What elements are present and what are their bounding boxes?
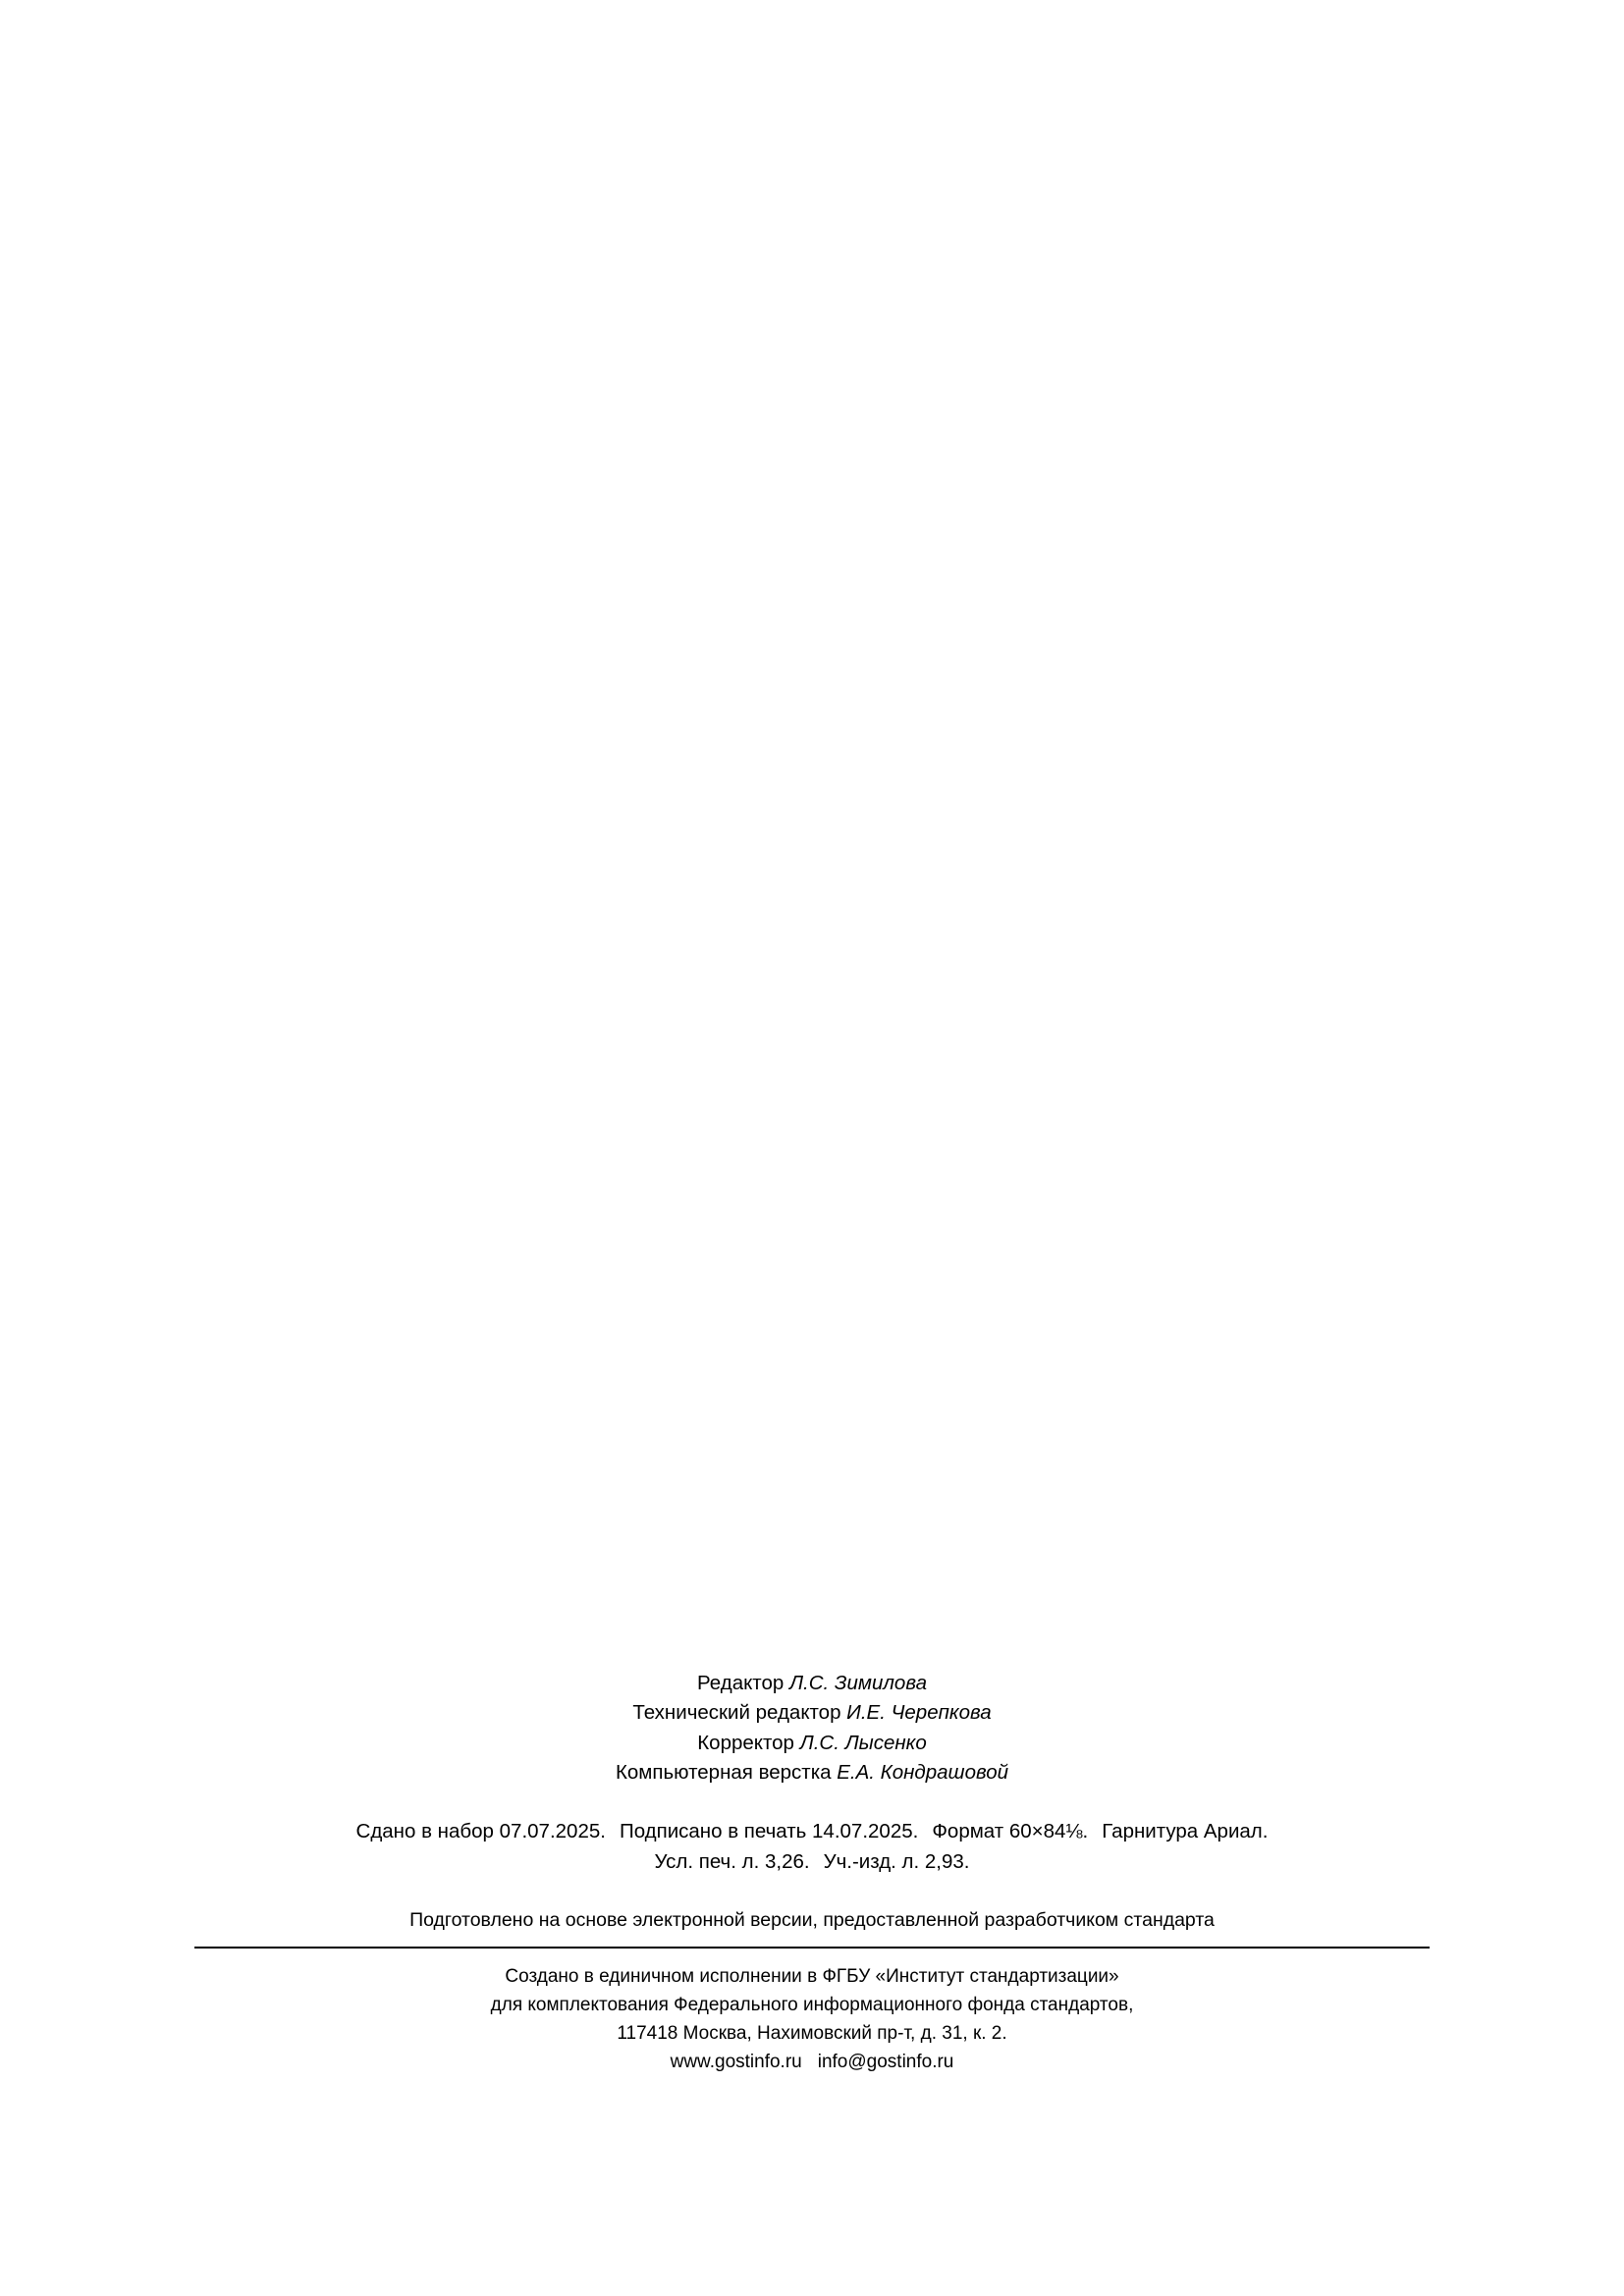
credit-proofreader (0, 1729, 1624, 1758)
credit-technical-editor-name: И.Е. Черепкова (846, 1701, 992, 1725)
horizontal-divider (194, 1947, 1430, 1949)
publisher-address: 117418 Москва, Нахимовский пр-т, д. 31, к. 2. (617, 2022, 1007, 2044)
credit-layout-role: Компьютерная верстка (615, 1760, 838, 1784)
credit-technical-editor-role: Технический редактор (632, 1701, 847, 1725)
publisher-website-link[interactable]: www.gostinfo.ru (670, 2051, 802, 2072)
print-signed-date: Подписано в печать 14.07.2025. (619, 1820, 919, 1843)
print-publisher-sheets: Уч.-изд. л. 2,93. (823, 1849, 970, 1873)
credit-proofreader-name: Л.С. Лысенко (799, 1731, 927, 1754)
prepared-note: Подготовлено на основе электронной версии, предоставленной разработчиком стандарта (409, 1908, 1215, 1931)
publisher-line-1: Создано в единичном исполнении в ФГБУ «Институт стандартизации» (505, 1966, 1119, 1987)
print-info-block (0, 1817, 1624, 1877)
credit-editor (0, 1669, 1624, 1698)
publisher-email-link[interactable]: info@gostinfo.ru (817, 2051, 954, 2072)
print-submitted-date: Сдано в набор 07.07.2025. (355, 1820, 606, 1843)
credit-editor-role: Редактор (697, 1672, 789, 1694)
credits-list (0, 1669, 1624, 1788)
print-info-line-1 (0, 1817, 1624, 1846)
credit-technical-editor (0, 1698, 1624, 1728)
print-conventional-sheets: Усл. печ. л. 3,26. (654, 1849, 810, 1873)
credit-editor-name: Л.С. Зимилова (788, 1672, 927, 1694)
print-format: Формат 60×84⅛. (932, 1820, 1089, 1843)
publisher-line-2: для комплектования Федерального информационного фонда стандартов, (490, 1994, 1134, 2015)
colophon-block (0, 1669, 1624, 1934)
print-typeface: Гарнитура Ариал. (1102, 1820, 1269, 1843)
credit-layout (0, 1758, 1624, 1788)
credit-layout-name: Е.А. Кондрашовой (837, 1760, 1009, 1784)
publisher-contacts (0, 2049, 1624, 2077)
credit-proofreader-role: Корректор (697, 1731, 800, 1754)
publisher-block (0, 1963, 1624, 2077)
print-info-line-2 (0, 1847, 1624, 1877)
